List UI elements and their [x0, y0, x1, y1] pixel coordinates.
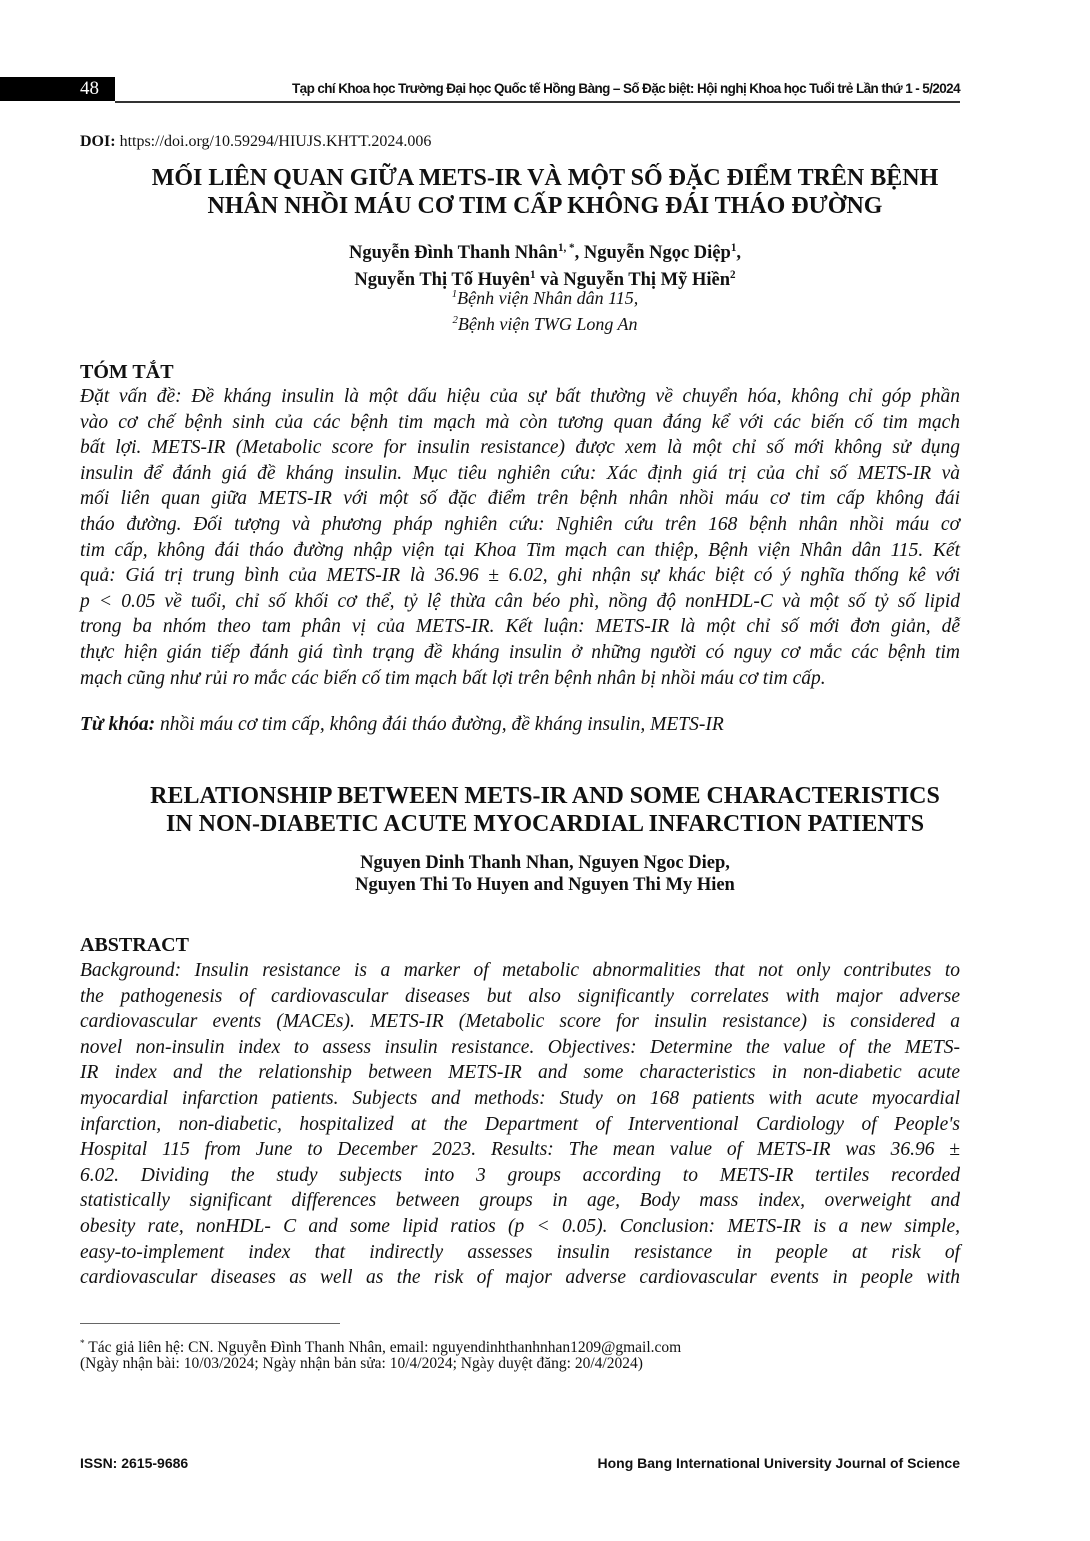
abstract-line: tim cấp, không đái tháo đường nhập viện tại Khoa Tim mạch can thiệp, Bệnh viện Nhân dân 115. Kết	[80, 539, 960, 561]
abstract-line: mạch cũng như rủi ro mắc các biến cố tim mạch bất lợi trên bệnh nhân bị nhồi máu cơ tim cấp.	[80, 667, 826, 689]
abstract-line: insulin để đánh giá đề kháng insulin. Mục tiêu nghiên cứu: Xác định giá trị của chỉ số METS-IR và	[80, 462, 960, 484]
keywords-text: nhồi máu cơ tim cấp, không đái tháo đường, đề kháng insulin, METS-IR	[155, 714, 724, 735]
en-abstract-heading: ABSTRACT	[80, 934, 189, 956]
abstract-line: novel non-insulin index to assess insulin resistance. Objectives: Determine the value of the METS-	[80, 1036, 960, 1058]
vi-keywords	[80, 714, 724, 736]
affiliations	[60, 283, 1030, 335]
author: và Nguyễn Thị Mỹ Hiền	[535, 270, 731, 291]
en-authors-line: Nguyen Dinh Thanh Nhan, Nguyen Ngoc Diep,	[360, 853, 730, 873]
author: Nguyễn Đình Thanh Nhân	[349, 243, 558, 264]
abstract-line: p < 0.05 về tuổi, chỉ số khối cơ thể, tỷ lệ thừa cân béo phì, nồng độ nonHDL-C và một số tỷ số lipid	[80, 590, 960, 612]
abstract-line: easy-to-implement index that indirectly assesses insulin resistance in people at risk of	[80, 1241, 960, 1263]
author-sup: 2	[730, 269, 736, 282]
abstract-line: infarction, non-diabetic, hospitalized at the Department of Interventional Cardiology of People's	[80, 1113, 960, 1135]
abstract-line: vào cơ chế bệnh sinh của các bệnh tim mạch mà còn tương quan đáng kể với các biến cố tim mạch	[80, 411, 960, 433]
abstract-line: trong ba nhóm theo tam phân vị của METS-IR. Kết luận: METS-IR là một chỉ số mới đơn giản, dễ	[80, 616, 960, 638]
abstract-line: Background: Insulin resistance is a marker of metabolic abnormalities that not only contributes to	[80, 960, 960, 981]
en-title-line: IN NON-DIABETIC ACUTE MYOCARDIAL INFARCTION PATIENTS	[165, 811, 925, 837]
abstract-line: mối liên quan giữa METS-IR với một số đặc điểm trên bệnh nhân nhồi máu cơ tim cấp không đái	[80, 488, 960, 510]
keywords-label: Từ khóa:	[80, 714, 156, 735]
author-sep: ,	[736, 243, 741, 264]
abstract-line: cardiovascular events (MACEs). METS-IR (Metabolic score for insulin resistance) is considered a	[80, 1011, 960, 1033]
footnote-mark: *	[80, 1339, 85, 1349]
en-title	[60, 782, 1030, 838]
abstract-line: cardiovascular diseases as well as the risk of major adverse cardiovascular events in people with	[80, 1267, 960, 1289]
abstract-line: Hospital 115 from June to December 2023. Results: The mean value of METS-IR was 36.96 ±	[80, 1139, 960, 1161]
en-authors	[60, 852, 1030, 896]
doi-link[interactable]: https://doi.org/10.59294/HIUJS.KHTT.2024.006	[119, 133, 432, 150]
en-abstract	[80, 958, 960, 1291]
vi-title	[60, 164, 1030, 220]
abstract-line: IR index and the relationship between METS-IR and some characteristics in non-diabetic acute	[80, 1062, 960, 1084]
header-rule	[115, 101, 960, 103]
vi-title-line: MỐI LIÊN QUAN GIỮA METS-IR VÀ MỘT SỐ ĐẶC ĐIỂM TRÊN BỆNH	[151, 165, 939, 191]
affiliation-sup: 1	[451, 288, 458, 300]
abstract-line: the pathogenesis of cardiovascular diseases but also significantly correlates with major adverse	[80, 985, 960, 1007]
abstract-line: Đặt vấn đề: Đề kháng insulin là một dấu hiệu của sự bất thường về chuyển hóa, không chỉ góp phần	[80, 386, 960, 407]
footer-issn: ISSN: 2615-9686	[80, 1455, 189, 1471]
journal-running-header: Tạp chí Khoa học Trường Đại học Quốc tế Hồng Bàng – Số Đặc biệt: Hội nghị Khoa học Tuổi trẻ Lần thứ 1 - 5/2024	[292, 81, 960, 96]
vi-abstract	[80, 384, 960, 691]
abstract-line: obesity rate, nonHDL- C and some lipid ratios (p < 0.05). Conclusion: METS-IR is a new simple,	[80, 1215, 960, 1237]
author: , Nguyễn Ngọc Diệp	[574, 243, 731, 264]
abstract-line: 6.02. Dividing the study subjects into 3 groups according to METS-IR tertiles recorded	[80, 1164, 960, 1186]
abstract-line: tháo đường. Đối tượng và phương pháp nghiên cứu: Nghiên cứu trên 168 bệnh nhân nhồi máu cơ	[80, 513, 960, 535]
affiliation-sup: 2	[452, 314, 458, 326]
doi-label: DOI:	[80, 133, 116, 150]
author-sup: 1	[530, 269, 536, 282]
vi-abstract-heading: TÓM TẮT	[80, 361, 174, 383]
page-number-box	[0, 77, 115, 101]
abstract-line: quả: Giá trị trung bình của METS-IR là 36.96 ± 6.02, ghi nhận sự khác biệt có ý nghĩa thống kê với	[80, 565, 960, 587]
doi	[80, 133, 431, 151]
footer-journal: Hong Bang International University Journal of Science	[597, 1455, 960, 1471]
author-sup: 1, *	[557, 242, 575, 254]
affiliation: Bệnh viện Nhân dân 115,	[457, 288, 639, 308]
en-authors-line: Nguyen Thi To Huyen and Nguyen Thi My Hien	[355, 875, 735, 895]
vi-title-line: NHÂN NHỒI MÁU CƠ TIM CẤP KHÔNG ĐÁI THÁO ĐƯỜNG	[207, 193, 883, 219]
footnote-text: Tác giả liên hệ: CN. Nguyễn Đình Thanh Nhân, email: nguyendinhthanhnhan1209@gmail.com	[84, 1339, 682, 1357]
author-sup: 1	[730, 242, 737, 254]
en-title-line: RELATIONSHIP BETWEEN METS-IR AND SOME CHARACTERISTICS	[150, 783, 940, 809]
footnote-dates: (Ngày nhận bài: 10/03/2024; Ngày nhận bản sửa: 10/4/2024; Ngày duyệt đăng: 20/4/2024)	[80, 1355, 643, 1372]
abstract-line: thực hiện gián tiếp đánh giá tình trạng đề kháng insulin ở những người có nguy cơ mắc các bệnh tim	[80, 641, 960, 663]
abstract-line: bất lợi. METS-IR (Metabolic score for insulin resistance) được xem là một chỉ số mới không sử dụng	[80, 437, 960, 459]
affiliation: Bệnh viện TWG Long An	[457, 314, 638, 334]
abstract-line: statistically significant differences between groups in age, Body mass index, overweight and	[80, 1190, 960, 1212]
page-number: 48	[80, 78, 99, 99]
footnote-rule	[80, 1323, 340, 1324]
abstract-line: myocardial infarction patients. Subjects and methods: Study on 168 patients with acute myocardial	[80, 1087, 960, 1109]
author: Nguyễn Thị Tố Huyên	[354, 270, 531, 291]
